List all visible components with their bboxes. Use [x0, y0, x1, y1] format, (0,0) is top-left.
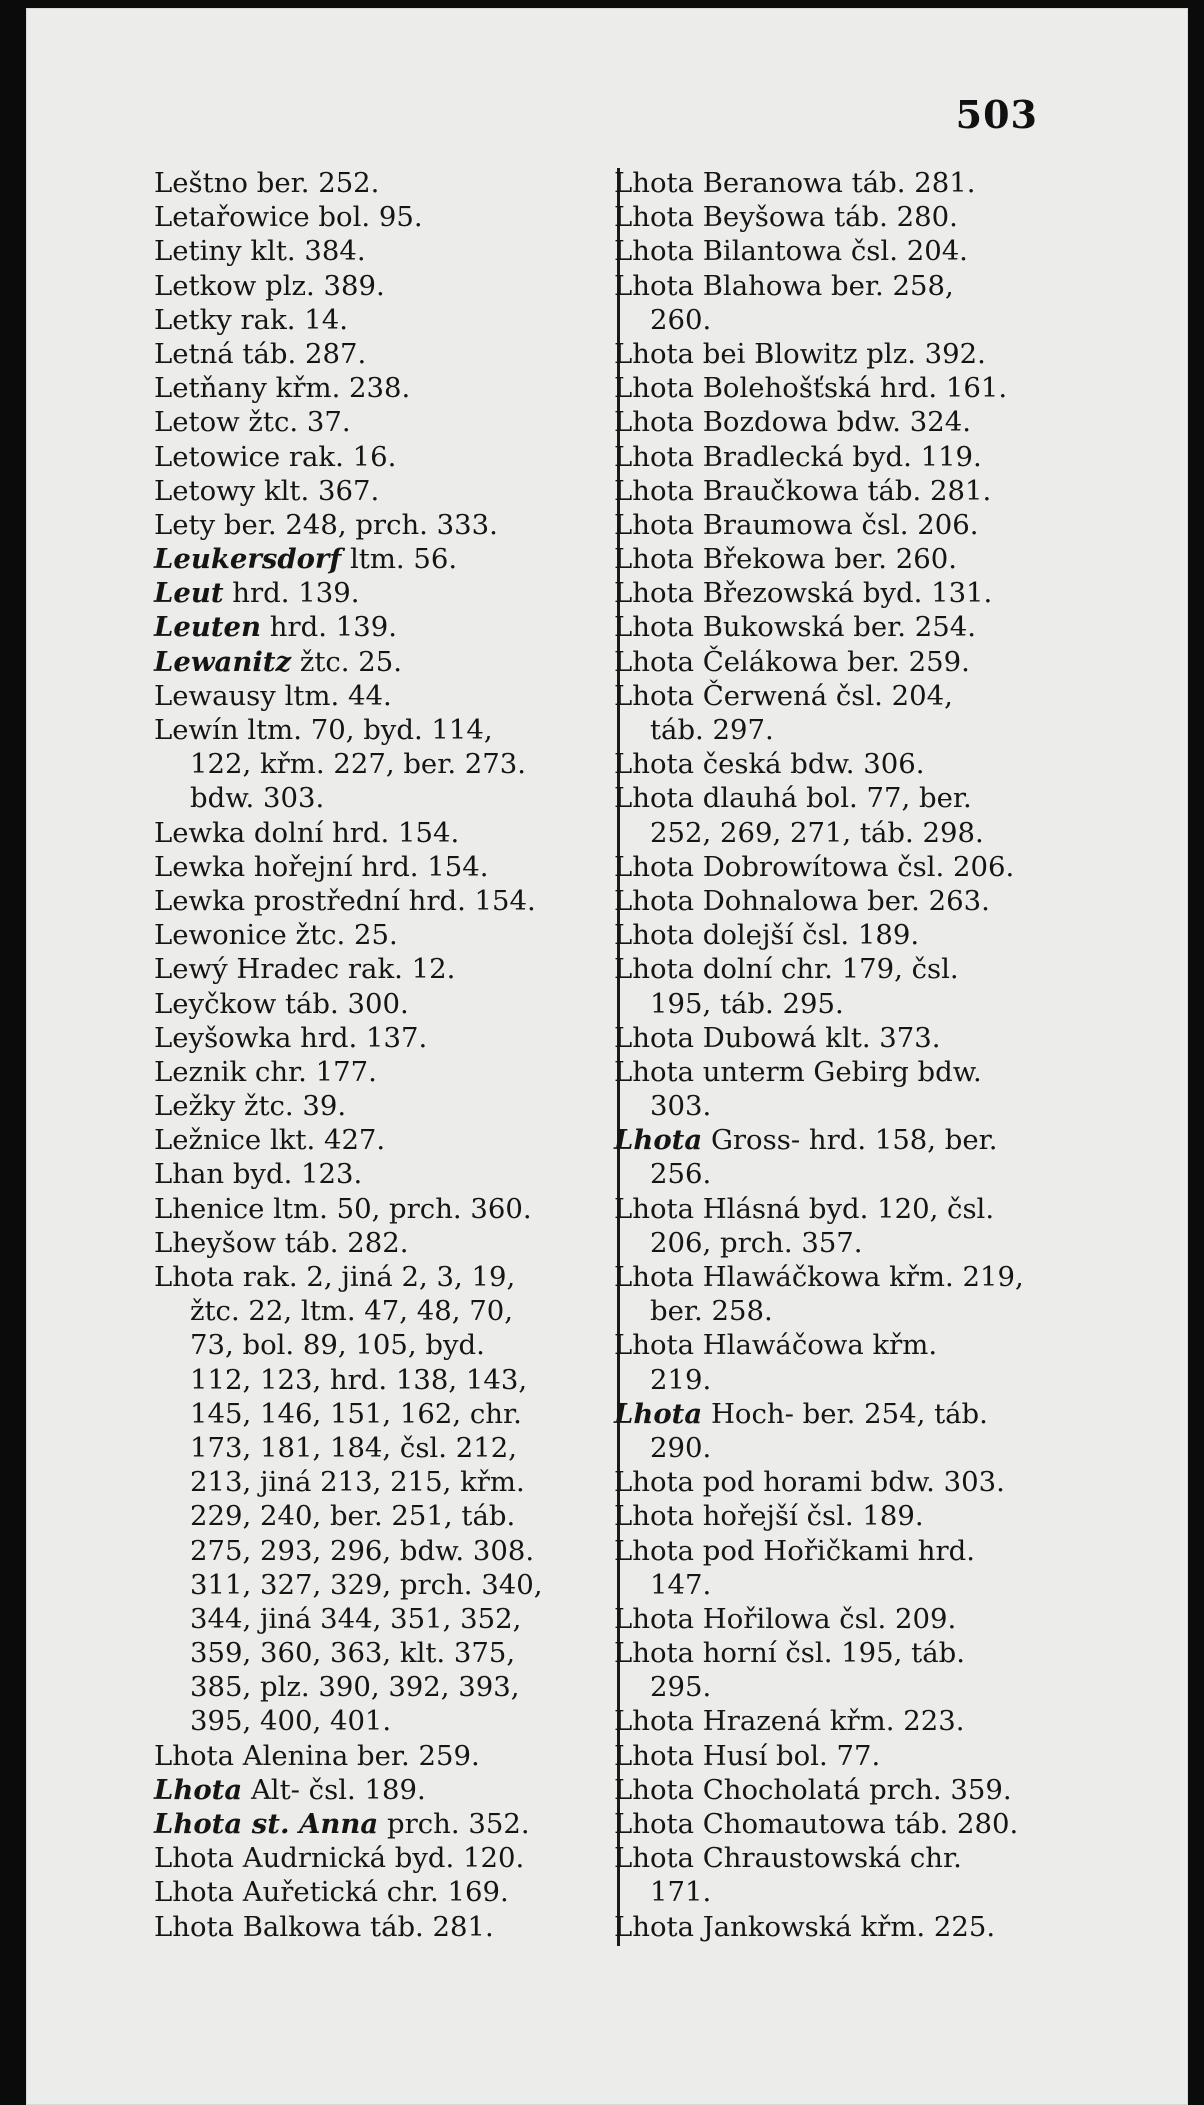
entry-text: 311, 327, 329, prch. 340, — [190, 1568, 543, 1601]
index-entry — [614, 952, 1060, 986]
index-entry — [154, 850, 600, 884]
index-entry-continuation — [154, 1363, 600, 1397]
entry-italic-term: Leukersdorf — [154, 543, 342, 576]
index-entry — [154, 269, 600, 303]
index-entry — [154, 1773, 600, 1807]
entry-text: Ležnice lkt. 427. — [154, 1124, 386, 1157]
entry-text: Lhota Bukowská ber. 254. — [614, 611, 977, 644]
index-entry — [614, 1841, 1060, 1875]
index-entry — [154, 884, 600, 918]
entry-text: Lhota Hlawáčkowa křm. 219, — [614, 1261, 1024, 1293]
entry-text: Leštno ber. 252. — [154, 167, 380, 199]
entry-text: Lhota Balkowa táb. 281. — [154, 1910, 494, 1943]
index-entry — [614, 1465, 1060, 1499]
index-entry-continuation — [614, 713, 1060, 747]
index-entry-continuation — [154, 1602, 600, 1636]
entry-text: 395, 400, 401. — [190, 1705, 392, 1738]
entry-text: Lhota Dohnalowa ber. 263. — [614, 884, 990, 917]
index-entry — [154, 713, 600, 747]
entry-text: Lhota Břekowa ber. 260. — [614, 543, 957, 576]
entry-text: 295. — [650, 1671, 712, 1704]
index-entry — [154, 1123, 600, 1157]
index-entry — [614, 440, 1060, 474]
index-entry — [154, 1226, 600, 1260]
index-entry — [614, 1123, 1060, 1157]
index-entry — [614, 1773, 1060, 1807]
entry-text: 112, 123, hrd. 138, 143, — [190, 1363, 528, 1396]
entry-italic-term: Lhota — [614, 1397, 703, 1430]
index-entry — [614, 269, 1060, 303]
index-entry — [154, 1875, 600, 1909]
entry-text: Leyčkow táb. 300. — [154, 987, 409, 1020]
entry-text: Alt- čsl. 189. — [242, 1773, 426, 1806]
index-entry — [614, 850, 1060, 884]
index-entry-continuation — [154, 1294, 600, 1328]
entry-text: Lhota Hlásná byd. 120, čsl. — [614, 1192, 995, 1225]
entry-text: Lhota unterm Gebirg bdw. — [614, 1055, 982, 1088]
entry-text: Lewý Hradec rak. 12. — [154, 953, 456, 986]
entry-text: Lhota Chocholatá prch. 359. — [614, 1773, 1012, 1806]
index-entry-continuation — [614, 1431, 1060, 1465]
entry-text: 173, 181, 184, čsl. 212, — [190, 1431, 517, 1464]
index-entry — [614, 1192, 1060, 1226]
index-entry — [614, 1499, 1060, 1533]
index-entry — [614, 405, 1060, 439]
index-entry-continuation — [154, 1431, 600, 1465]
index-entry — [154, 542, 600, 576]
index-entry — [154, 1841, 600, 1875]
entry-text: Lety ber. 248, prch. 333. — [154, 508, 498, 541]
index-entry — [614, 337, 1060, 371]
entry-text: Lhota Čelákowa ber. 259. — [614, 645, 970, 678]
entry-text: Lhota Bilantowa čsl. 204. — [614, 235, 968, 268]
entry-italic-term: Leuten — [154, 611, 262, 644]
entry-text: Lhenice ltm. 50, prch. 360. — [154, 1192, 532, 1225]
index-entry-continuation — [614, 1670, 1060, 1704]
index-entry — [614, 610, 1060, 644]
index-entry — [614, 1055, 1060, 1089]
index-entry — [614, 200, 1060, 234]
index-entry — [154, 987, 600, 1021]
entry-text: 73, bol. 89, 105, byd. — [190, 1329, 485, 1362]
index-entry — [614, 234, 1060, 268]
index-entry-continuation — [154, 1568, 600, 1602]
index-entry — [154, 337, 600, 371]
entry-text: Lhota Bozdowa bdw. 324. — [614, 406, 972, 439]
entry-text: Lhota Dubowá klt. 373. — [614, 1021, 941, 1054]
entry-text: Lhan byd. 123. — [154, 1158, 363, 1191]
entry-text: Lewka dolní hrd. 154. — [154, 816, 460, 849]
entry-italic-term: Leut — [154, 577, 224, 610]
entry-text: Leznik chr. 177. — [154, 1055, 377, 1088]
index-entry — [614, 576, 1060, 610]
entry-text: Lhota Blahowa ber. 258, — [614, 269, 954, 302]
index-entry — [154, 440, 600, 474]
index-column-right — [614, 166, 1060, 1944]
index-entry — [614, 645, 1060, 679]
index-entry-continuation — [614, 987, 1060, 1021]
entry-text: Letow žtc. 37. — [154, 406, 351, 439]
entry-text: 260. — [650, 303, 712, 336]
index-entry — [154, 576, 600, 610]
entry-text: Lhota Alenina ber. 259. — [154, 1739, 480, 1772]
entry-text: 229, 240, ber. 251, táb. — [190, 1500, 516, 1533]
entry-text: Ležky žtc. 39. — [154, 1090, 347, 1123]
entry-text: Lhota rak. 2, jiná 2, 3, 19, — [154, 1261, 516, 1293]
entry-italic-term: Lewanitz — [154, 645, 292, 678]
entry-text: Lhota Beyšowa táb. 280. — [614, 201, 958, 234]
entry-text: Letky rak. 14. — [154, 303, 348, 336]
index-entry — [154, 234, 600, 268]
index-entry — [154, 371, 600, 405]
entry-text: 147. — [650, 1568, 712, 1601]
index-entry — [614, 371, 1060, 405]
index-entry-continuation — [614, 303, 1060, 337]
entry-text: 195, táb. 295. — [650, 987, 844, 1020]
entry-text: Lhota dolní chr. 179, čsl. — [614, 953, 959, 986]
index-entry — [154, 816, 600, 850]
entry-text: Letňany křm. 238. — [154, 372, 411, 405]
entry-text: Lhota Hořilowa čsl. 209. — [614, 1602, 957, 1635]
entry-text: Lheyšow táb. 282. — [154, 1226, 409, 1259]
index-entry-continuation — [154, 1534, 600, 1568]
entry-text: Lhota česká bdw. 306. — [614, 748, 925, 781]
index-entry — [614, 679, 1060, 713]
index-entry — [614, 1328, 1060, 1362]
entry-text: 290. — [650, 1431, 712, 1464]
index-entry — [154, 405, 600, 439]
index-entry — [154, 1192, 600, 1226]
entry-text: Lhota Jankowská křm. 225. — [614, 1910, 996, 1943]
entry-text: Lhota Chomautowa táb. 280. — [614, 1808, 1019, 1840]
index-entry — [154, 679, 600, 713]
entry-text: Lhota bei Blowitz plz. 392. — [614, 337, 986, 370]
index-entry — [154, 166, 600, 200]
index-entry — [154, 1157, 600, 1191]
index-entry — [154, 1910, 600, 1944]
index-entry — [154, 952, 600, 986]
index-entry — [154, 610, 600, 644]
index-entry-continuation — [614, 1363, 1060, 1397]
index-entry-continuation — [614, 1294, 1060, 1328]
index-entry-continuation — [154, 1499, 600, 1533]
index-entry — [614, 1602, 1060, 1636]
index-entry — [614, 781, 1060, 815]
index-entry-continuation — [154, 781, 600, 815]
entry-text: 145, 146, 151, 162, chr. — [190, 1397, 522, 1430]
index-entry — [154, 303, 600, 337]
entry-text: Lhota Beranowa táb. 281. — [614, 167, 976, 199]
index-entry — [614, 747, 1060, 781]
entry-text: 213, jiná 213, 215, křm. — [190, 1466, 525, 1499]
entry-text: 256. — [650, 1158, 712, 1191]
entry-text: Hoch- ber. 254, táb. — [702, 1397, 988, 1430]
index-entry-continuation — [154, 1328, 600, 1362]
entry-text: hrd. 139. — [223, 577, 360, 610]
entry-text: táb. 297. — [650, 714, 774, 746]
index-entry — [614, 1636, 1060, 1670]
entry-text: Letná táb. 287. — [154, 337, 367, 370]
entry-text: ber. 258. — [650, 1295, 773, 1328]
entry-text: Lhota Braumowa čsl. 206. — [614, 508, 979, 541]
entry-text: žtc. 25. — [291, 645, 402, 678]
index-entry — [614, 884, 1060, 918]
entry-text: Lewka hořejní hrd. 154. — [154, 850, 489, 883]
index-column-left — [154, 166, 600, 1944]
entry-text: 275, 293, 296, bdw. 308. — [190, 1534, 535, 1567]
index-entry — [154, 1260, 600, 1294]
entry-text: 385, plz. 390, 392, 393, — [190, 1671, 520, 1704]
entry-text: Lhota hořejší čsl. 189. — [614, 1500, 924, 1533]
index-entry-continuation — [614, 816, 1060, 850]
index-entry — [614, 1397, 1060, 1431]
index-entry-continuation — [154, 1465, 600, 1499]
entry-text: Gross- hrd. 158, ber. — [702, 1124, 998, 1157]
entry-text: Lhota pod horami bdw. 303. — [614, 1466, 1005, 1499]
entry-text: Lhota Březowská byd. 131. — [614, 577, 993, 610]
entry-text: Letkow plz. 389. — [154, 269, 385, 302]
entry-text: bdw. 303. — [190, 782, 325, 815]
index-entry — [614, 1807, 1060, 1841]
index-entry-continuation — [614, 1875, 1060, 1909]
entry-text: Lewausy ltm. 44. — [154, 679, 392, 712]
entry-text: Lhota Braučkowa táb. 281. — [614, 474, 992, 507]
entry-text: Leyšowka hrd. 137. — [154, 1021, 428, 1054]
entry-text: 219. — [650, 1363, 712, 1396]
index-entry-continuation — [614, 1226, 1060, 1260]
entry-text: Lhota Čerwená čsl. 204, — [614, 679, 953, 712]
index-entry — [154, 1089, 600, 1123]
entry-text: Lhota Bradlecká byd. 119. — [614, 440, 982, 473]
entry-text: 122, křm. 227, ber. 273. — [190, 748, 527, 781]
entry-text: Letiny klt. 384. — [154, 235, 366, 268]
index-entry — [154, 200, 600, 234]
index-entry-continuation — [614, 1157, 1060, 1191]
index-entry — [614, 166, 1060, 200]
entry-text: Lhota pod Hořičkami hrd. — [614, 1534, 975, 1567]
entry-text: 252, 269, 271, táb. 298. — [650, 816, 984, 849]
entry-text: 344, jiná 344, 351, 352, — [190, 1602, 522, 1635]
entry-text: Letowice rak. 16. — [154, 440, 397, 473]
index-entry — [614, 1534, 1060, 1568]
entry-text: Lhota Hlawáčowa křm. — [614, 1329, 938, 1362]
index-entry — [614, 508, 1060, 542]
index-entry-continuation — [614, 1568, 1060, 1602]
entry-text: prch. 352. — [378, 1808, 530, 1840]
entry-text: 171. — [650, 1876, 712, 1909]
entry-text: Lhota Dobrowítowa čsl. 206. — [614, 850, 1015, 883]
entry-italic-term: Lhota — [154, 1773, 243, 1806]
index-entry — [614, 1704, 1060, 1738]
index-entry — [614, 1260, 1060, 1294]
index-entry — [614, 1021, 1060, 1055]
entry-text: Letowy klt. 367. — [154, 474, 380, 507]
entry-text: žtc. 22, ltm. 47, 48, 70, — [190, 1295, 513, 1328]
entry-text: Lhota dolejší čsl. 189. — [614, 919, 920, 952]
index-entry-continuation — [154, 1704, 600, 1738]
entry-italic-term: Lhota st. Anna — [154, 1808, 379, 1840]
index-entry — [614, 918, 1060, 952]
index-entry — [614, 474, 1060, 508]
entry-text: 206, prch. 357. — [650, 1226, 863, 1259]
book-page — [26, 8, 1188, 2105]
page-number: 503 — [955, 92, 1038, 137]
index-entry — [154, 1021, 600, 1055]
index-entry-continuation — [154, 747, 600, 781]
entry-text: hrd. 139. — [261, 611, 397, 644]
index-entry — [614, 542, 1060, 576]
entry-text: Lhota Chraustowská chr. — [614, 1842, 962, 1875]
index-entry — [614, 1739, 1060, 1773]
entry-italic-term: Lhota — [614, 1124, 703, 1157]
index-entry — [154, 1055, 600, 1089]
entry-text: ltm. 56. — [341, 543, 458, 576]
entry-text: Lhota Bolehošťská hrd. 161. — [614, 372, 1008, 405]
index-entry-continuation — [154, 1670, 600, 1704]
index-entry-continuation — [614, 1089, 1060, 1123]
index-entry-continuation — [154, 1636, 600, 1670]
entry-text: Lhota horní čsl. 195, táb. — [614, 1637, 965, 1670]
entry-text: Lhota dlauhá bol. 77, ber. — [614, 782, 972, 815]
entry-text: Lhota Hrazená křm. 223. — [614, 1705, 965, 1738]
index-entry — [154, 645, 600, 679]
entry-text: Lewonice žtc. 25. — [154, 919, 398, 952]
index-entry — [154, 1739, 600, 1773]
entry-text: 359, 360, 363, klt. 375, — [190, 1637, 516, 1670]
entry-text: Lhota Audrnická byd. 120. — [154, 1842, 525, 1875]
index-entry — [154, 508, 600, 542]
index-entry — [154, 1807, 600, 1841]
entry-text: Lhota Auřetická chr. 169. — [154, 1876, 509, 1909]
entry-text: Letařowice bol. 95. — [154, 201, 423, 234]
index-entry-continuation — [154, 1397, 600, 1431]
index-entry — [614, 1910, 1060, 1944]
entry-text: 303. — [650, 1090, 712, 1123]
entry-text: Lewka prostřední hrd. 154. — [154, 884, 536, 917]
index-entry — [154, 918, 600, 952]
entry-text: Lhota Husí bol. 77. — [614, 1739, 881, 1772]
entry-text: Lewín ltm. 70, byd. 114, — [154, 714, 493, 746]
index-entry — [154, 474, 600, 508]
